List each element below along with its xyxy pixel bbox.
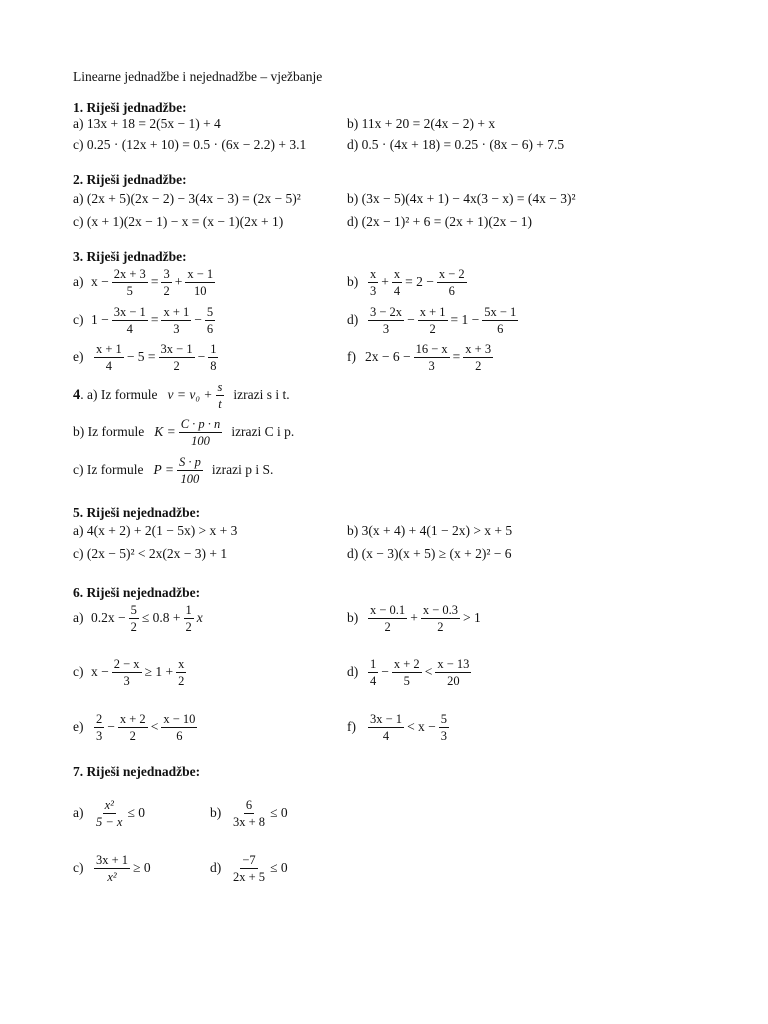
- fraction: $\frac{3x - 1}{2}$: [160, 341, 193, 373]
- task-7b: b) $\frac{6}{3x + 8}$ ≤ 0: [210, 797, 288, 829]
- fraction: $\frac{3x - 1}{4}$: [113, 304, 146, 336]
- fraction: $\frac{x + 1}{2}$: [419, 304, 446, 336]
- task-3b: b) $\frac{x}{3}$ + $\frac{x}{4}$ = 2 − $\frac{x - 2}{6}$: [347, 266, 465, 298]
- fraction: $\frac{x + 1}{4}$: [96, 341, 122, 373]
- section-3-heading: 3. Riješi jednadžbe:: [73, 249, 187, 264]
- task-5d: d) (x − 3)(x + 5) ≥ (x + 2)² − 6: [347, 546, 512, 561]
- task-1b: b) 11x + 20 = 2(4x − 2) + x: [347, 116, 496, 131]
- fraction: $\frac{\text{x²}}{5 - x}$: [96, 797, 123, 829]
- fraction: $\frac{2 - x}{3}$: [113, 656, 140, 688]
- fraction: $\frac{-7}{2x + 5}$: [233, 852, 266, 884]
- task-7c: c) $\frac{3x + 1}{\text{x²}}$ ≥ 0: [73, 852, 151, 884]
- task-1d: d) 0.5 · (4x + 18) = 0.25 · (8x − 6) + 7.5: [347, 137, 565, 152]
- fraction: $\frac{5x - 1}{6}$: [484, 304, 517, 336]
- fraction: $\frac{1}{8}$: [210, 341, 217, 373]
- task-4a: 4 . a) Iz formule v = v₀ + $\frac{s}{t}$ izrazi s i t.: [73, 379, 290, 411]
- fraction: $\frac{x + 2}{2}$: [119, 711, 146, 743]
- task-2b: b) (3x − 5)(4x + 1) − 4x(3 − x) = (4x − 3)²: [347, 191, 576, 206]
- fraction: $\frac{6}{3x + 8}$: [233, 797, 266, 829]
- task-6a: a) 0.2x − $\frac{5}{2}$ ≤ 0.8 + $\frac{1}{2}$ x: [73, 602, 203, 634]
- task-5c: c) (2x − 5)² < 2x(2x − 3) + 1: [73, 546, 228, 561]
- task-3e: e) $\frac{x + 1}{4}$ − 5 = $\frac{3x - 1}{2}$ − $\frac{1}{8}$: [73, 341, 217, 373]
- task-6f: f) $\frac{3x - 1}{4}$ < x − $\frac{5}{3}$: [347, 711, 448, 743]
- task-4b: b) Iz formule K = $\frac{C \cdot p \cdot n}{100}$ izrazi C i p.: [73, 416, 295, 448]
- task-3f: f) 2x − 6 − $\frac{16 - x}{3}$ = $\frac{x + 3}{2}$: [347, 341, 492, 373]
- fraction: $\frac{x + 2}{5}$: [393, 656, 420, 688]
- fraction: $\frac{5}{2}$: [130, 602, 137, 634]
- fraction: $\frac{x + 3}{2}$: [465, 341, 492, 373]
- task-4c: c) Iz formule P = $\frac{S \cdot p}{100}$ izrazi p i S.: [73, 454, 274, 486]
- fraction: $\frac{x - 13}{20}$: [437, 656, 470, 688]
- fraction: $\frac{x}{2}$: [178, 656, 185, 688]
- task-5b: b) 3(x + 4) + 4(1 − 2x) > x + 5: [347, 523, 513, 538]
- fraction: $\frac{x - 2}{6}$: [438, 266, 465, 298]
- section-6-heading: 6. Riješi nejednadžbe:: [73, 585, 201, 600]
- fraction: $\frac{x}{4}$: [393, 266, 401, 298]
- fraction: $\frac{s}{t}$: [217, 379, 223, 411]
- task-3a: a) x − $\frac{2x + 3}{5}$ = $\frac{3}{2}$ + $\frac{x - 1}{10}$: [73, 266, 214, 298]
- fraction: $\frac{3}{2}$: [163, 266, 170, 298]
- fraction: $\frac{3x + 1}{\text{x²}}$: [96, 852, 129, 884]
- task-3c: c) 1 − $\frac{3x - 1}{4}$ = $\frac{x + 1}{3}$ − $\frac{5}{6}$: [73, 304, 214, 336]
- task-2d: d) (2x − 1)² + 6 = (2x + 1)(2x − 1): [347, 214, 532, 229]
- task-6d: d) $\frac{1}{4}$ − $\frac{x + 2}{5}$ < $\frac{x - 13}{20}$: [347, 656, 470, 688]
- fraction: $\frac{C \cdot p \cdot n}{100}$: [180, 416, 221, 448]
- section-2-heading: 2. Riješi jednadžbe:: [73, 172, 187, 187]
- task-6c: c) x − $\frac{2 - x}{3}$ ≥ 1 + $\frac{x}{2}$: [73, 656, 185, 688]
- fraction: $\frac{1}{4}$: [370, 656, 377, 688]
- task-7a: a) $\frac{\text{x²}}{5 - x}$ ≤ 0: [73, 797, 146, 829]
- fraction: $\frac{16 - x}{3}$: [415, 341, 448, 373]
- section-1-heading: 1. Riješi jednadžbe:: [73, 100, 187, 115]
- fraction: $\frac{3 - 2x}{3}$: [370, 304, 403, 336]
- section-4-number: 4: [73, 387, 81, 403]
- fraction: $\frac{x - 0.1}{2}$: [370, 602, 406, 634]
- task-6e: e) $\frac{2}{3}$ − $\frac{x + 2}{2}$ < $\frac{x - 10}{6}$: [73, 711, 196, 743]
- task-7d: d) $\frac{-7}{2x + 5}$ ≤ 0: [210, 852, 288, 884]
- fraction: $\frac{2}{3}$: [96, 711, 103, 743]
- page-title: Linearne jednadžbe i nejednadžbe – vježbanje: [73, 69, 323, 84]
- fraction: $\frac{S \cdot p}{100}$: [178, 454, 201, 486]
- fraction: $\frac{5}{6}$: [206, 304, 214, 336]
- fraction: $\frac{x}{3}$: [370, 266, 377, 298]
- fraction: $\frac{x - 1}{10}$: [187, 266, 214, 298]
- task-1a: a) 13x + 18 = 2(5x − 1) + 4: [73, 116, 221, 131]
- task-3d: d) $\frac{3 - 2x}{3}$ − $\frac{x + 1}{2}$ = 1 − $\frac{5x - 1}{6}$: [347, 304, 517, 336]
- task-1c: c) 0.25 · (12x + 10) = 0.5 · (6x − 2.2) + 3.1: [73, 137, 307, 152]
- fraction: $\frac{2x + 3}{5}$: [113, 266, 146, 298]
- task-2a: a) (2x + 5)(2x − 2) − 3(4x − 3) = (2x − 5)²: [73, 191, 301, 206]
- task-5a: a) 4(x + 2) + 2(1 − 5x) > x + 3: [73, 523, 238, 538]
- fraction: $\frac{x + 1}{3}$: [163, 304, 190, 336]
- task-2c: c) (x + 1)(2x − 1) − x = (x − 1)(2x + 1): [73, 214, 284, 229]
- fraction: $\frac{x - 0.3}{2}$: [422, 602, 458, 634]
- section-5-heading: 5. Riješi nejednadžbe:: [73, 505, 201, 520]
- task-6b: b) $\frac{x - 0.1}{2}$ + $\frac{x - 0.3}{2}$ > 1: [347, 602, 481, 634]
- fraction: $\frac{1}{2}$: [185, 602, 192, 634]
- section-7-heading: 7. Riješi nejednadžbe:: [73, 764, 201, 779]
- fraction: $\frac{5}{3}$: [440, 711, 448, 743]
- fraction: $\frac{3x - 1}{4}$: [370, 711, 403, 743]
- fraction: $\frac{x - 10}{6}$: [163, 711, 196, 743]
